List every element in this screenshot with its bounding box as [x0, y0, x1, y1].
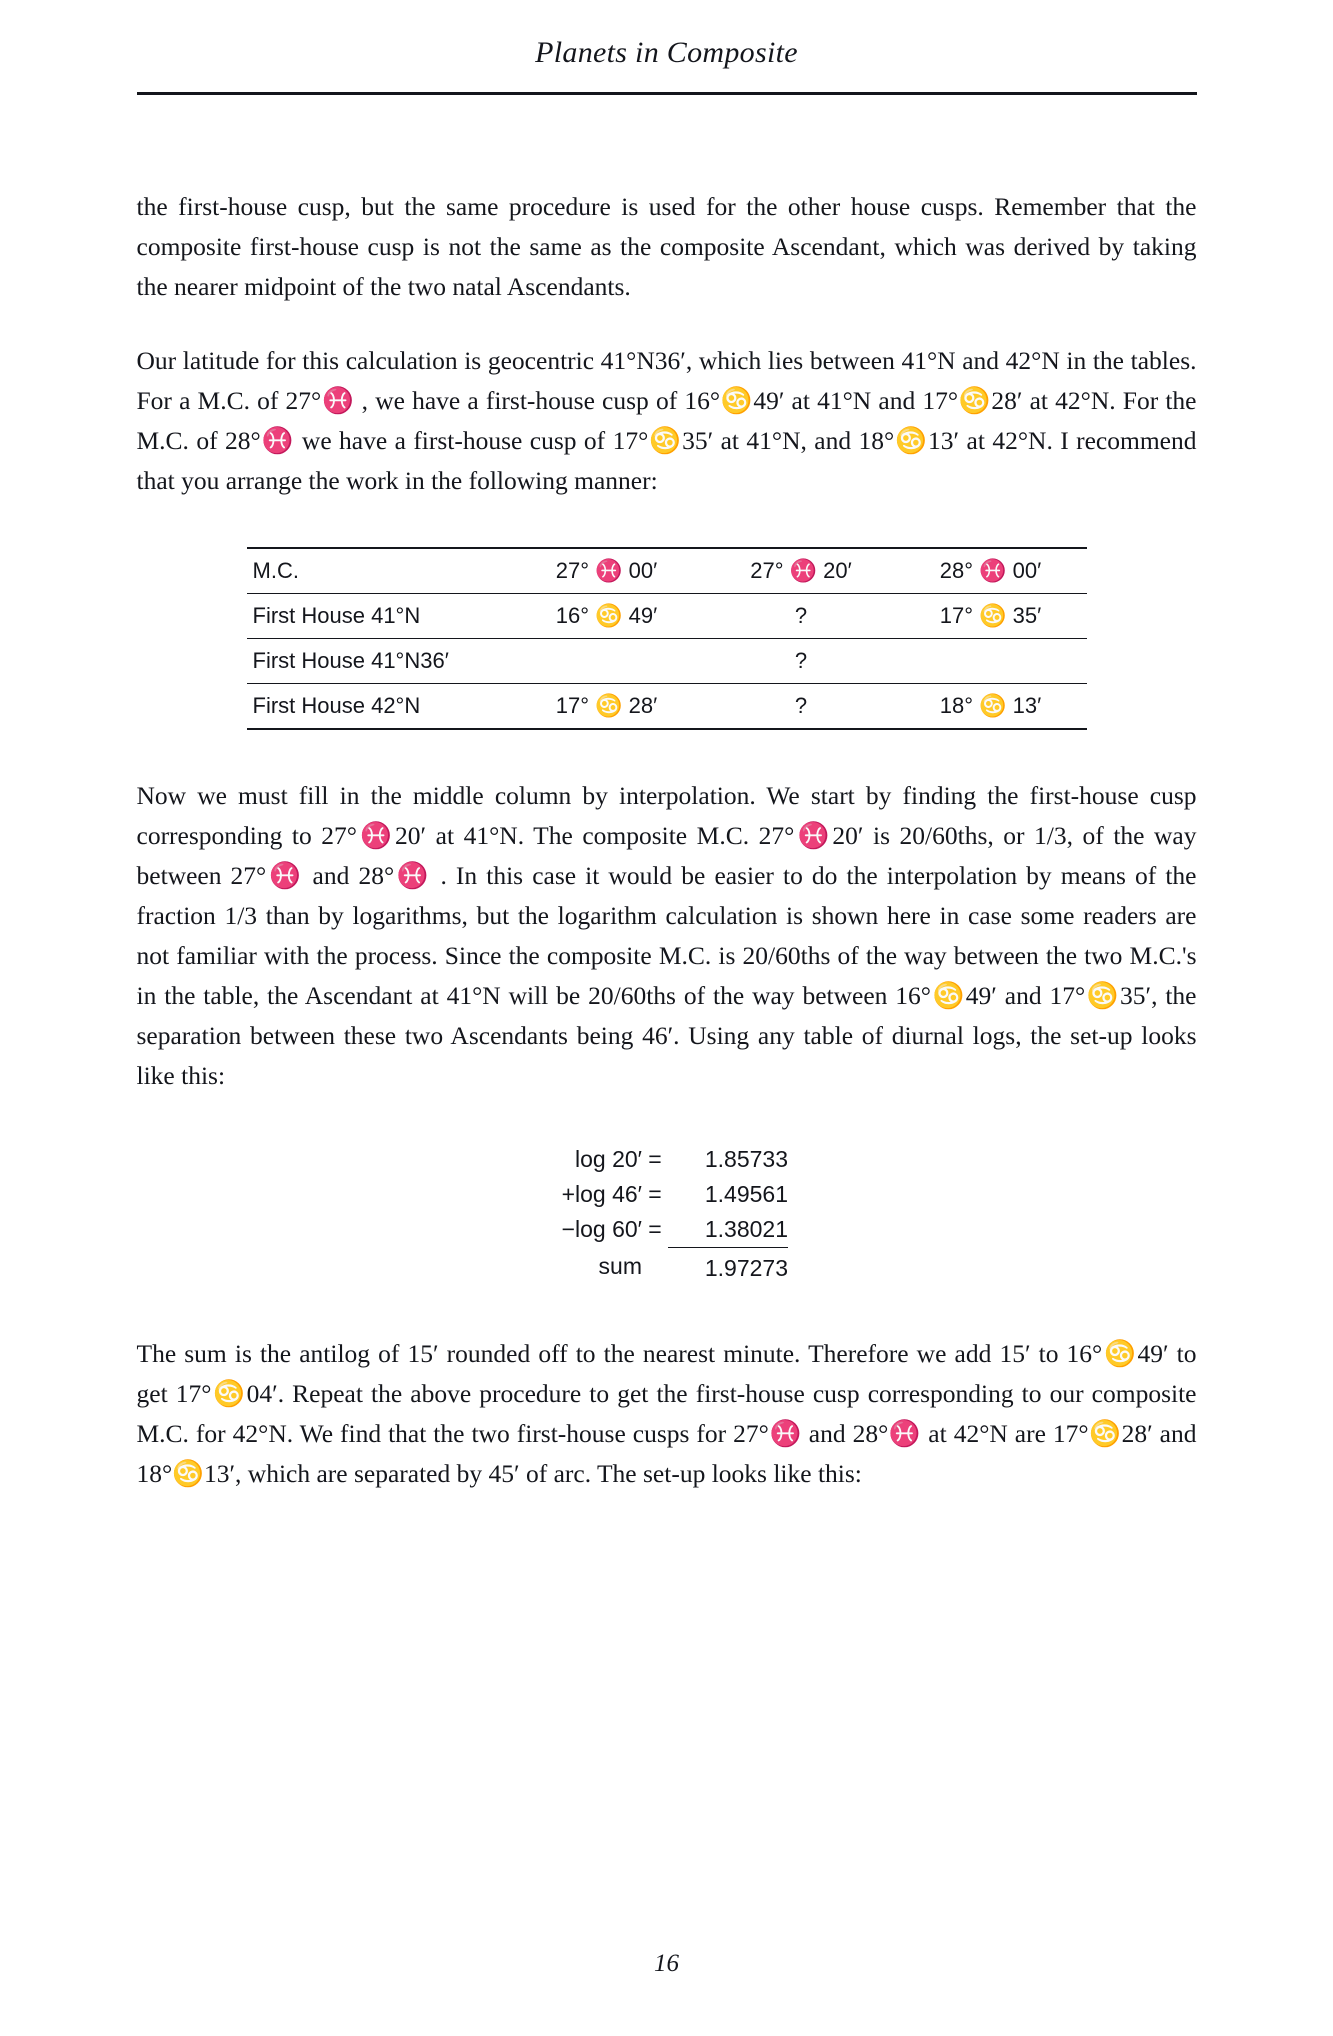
- log-equals: =: [648, 1146, 662, 1172]
- log-value: 1.85733: [704, 1146, 788, 1172]
- table-cell-col1: [506, 639, 708, 684]
- log-term: log 20′: [575, 1146, 642, 1172]
- log-calculation-block: [137, 1142, 1197, 1286]
- log-operator: −: [561, 1216, 575, 1243]
- paragraph-3: Now we must fill in the middle column by interpolation. We start by finding the first-house cusp corresponding to 27°♓20′ at 41°N. The composite M.C. 27°♓20′ is 20/60ths, or 1/3, of the way between 27°♓ and 28°♓ . In this case it would be easier to do the interpolation by means of the fraction 1/3 than by logarithms, but the logarithm calculation is shown here in case some readers are not familiar with the process. Since the composite M.C. is 20/60ths of the way between the two M.C.'s in the table, the Ascendant at 41°N will be 20/60ths of the way between 16°♋49′ and 17°♋35′, the separation between these two Ascendants being 46′. Using any table of diurnal logs, the set-up looks like this:: [136, 781, 1197, 1090]
- table-cell-col3: 18° ♋ 13′: [895, 684, 1087, 730]
- log-term-sum: sum: [598, 1253, 642, 1280]
- table-row: [247, 594, 1087, 639]
- log-term: log 60′: [575, 1216, 642, 1243]
- table-cell-col2: ?: [708, 684, 895, 730]
- paragraph-2: Our latitude for this calculation is geocentric 41°N36′, which lies between 41°N and 42°N in the tables. For a M.C. of 27°♓ , we have a first-house cusp of 16°♋49′ at 41°N and 17°♋28′ at 42°N. For the M.C. of 28°♓ we have a first-house cusp of 17°♋35′ at 41°N, and 18°♋13′ at 42°N. I recommend that you arrange the work in the following manner:: [136, 346, 1197, 495]
- log-value: 1.49561: [704, 1181, 788, 1207]
- log-calculation-table: [545, 1142, 788, 1286]
- running-head: Planets in Composite: [535, 36, 798, 69]
- paragraph-1: the first-house cusp, but the same procedure is used for the other house cusps. Remember that the composite first-house cusp is not the same as the composite Ascendant, which was derived by taking the nearer midpoint of the two natal Ascendants.: [136, 192, 1197, 301]
- interpolation-table: [247, 547, 1087, 730]
- table-cell-col1: 17° ♋ 28′: [506, 684, 708, 730]
- log-row-sum: [545, 1248, 788, 1287]
- table-cell-col2: 27° ♓ 20′: [708, 548, 895, 594]
- document-page: [0, 36, 1333, 2036]
- log-value-sum: 1.97273: [704, 1255, 788, 1281]
- table-cell-col1: 27° ♓ 00′: [506, 548, 708, 594]
- table-cell-col3: 28° ♓ 00′: [895, 548, 1087, 594]
- log-operator: +: [561, 1181, 575, 1207]
- log-equals: =: [648, 1216, 662, 1243]
- log-row: [545, 1142, 788, 1177]
- table-row: [247, 684, 1087, 730]
- log-equals: =: [648, 1181, 662, 1207]
- table-cell-label: First House 41°N36′: [247, 639, 506, 684]
- table-cell-col2: ?: [708, 639, 895, 684]
- page-content: [137, 95, 1197, 1494]
- table-cell-col2: ?: [708, 594, 895, 639]
- log-row: [545, 1177, 788, 1212]
- log-equals: [642, 1248, 668, 1287]
- table-cell-col3: 17° ♋ 35′: [895, 594, 1087, 639]
- table-row: [247, 639, 1087, 684]
- log-value: 1.38021: [668, 1212, 788, 1248]
- table-cell-label: First House 42°N: [247, 684, 506, 730]
- interpolation-table-wrap: [137, 547, 1197, 730]
- log-operator: [545, 1248, 575, 1287]
- log-term: log 46′: [575, 1181, 642, 1207]
- table-cell-col1: 16° ♋ 49′: [506, 594, 708, 639]
- page-number: 16: [654, 1950, 679, 1977]
- table-row: [247, 548, 1087, 594]
- table-cell-label: First House 41°N: [247, 594, 506, 639]
- log-operator: [545, 1142, 575, 1177]
- table-cell-col3: [895, 639, 1087, 684]
- table-cell-label: M.C.: [247, 548, 506, 594]
- log-row: [545, 1212, 788, 1248]
- paragraph-4: The sum is the antilog of 15′ rounded off to the nearest minute. Therefore we add 15′ to 16°♋49′ to get 17°♋04′. Repeat the above procedure to get the first-house cusp corresponding to our composite M.C. for 42°N. We find that the two first-house cusps for 27°♓ and 28°♓ at 42°N are 17°♋28′ and 18°♋13′, which are separated by 45′ of arc. The set-up looks like this:: [136, 1339, 1197, 1488]
